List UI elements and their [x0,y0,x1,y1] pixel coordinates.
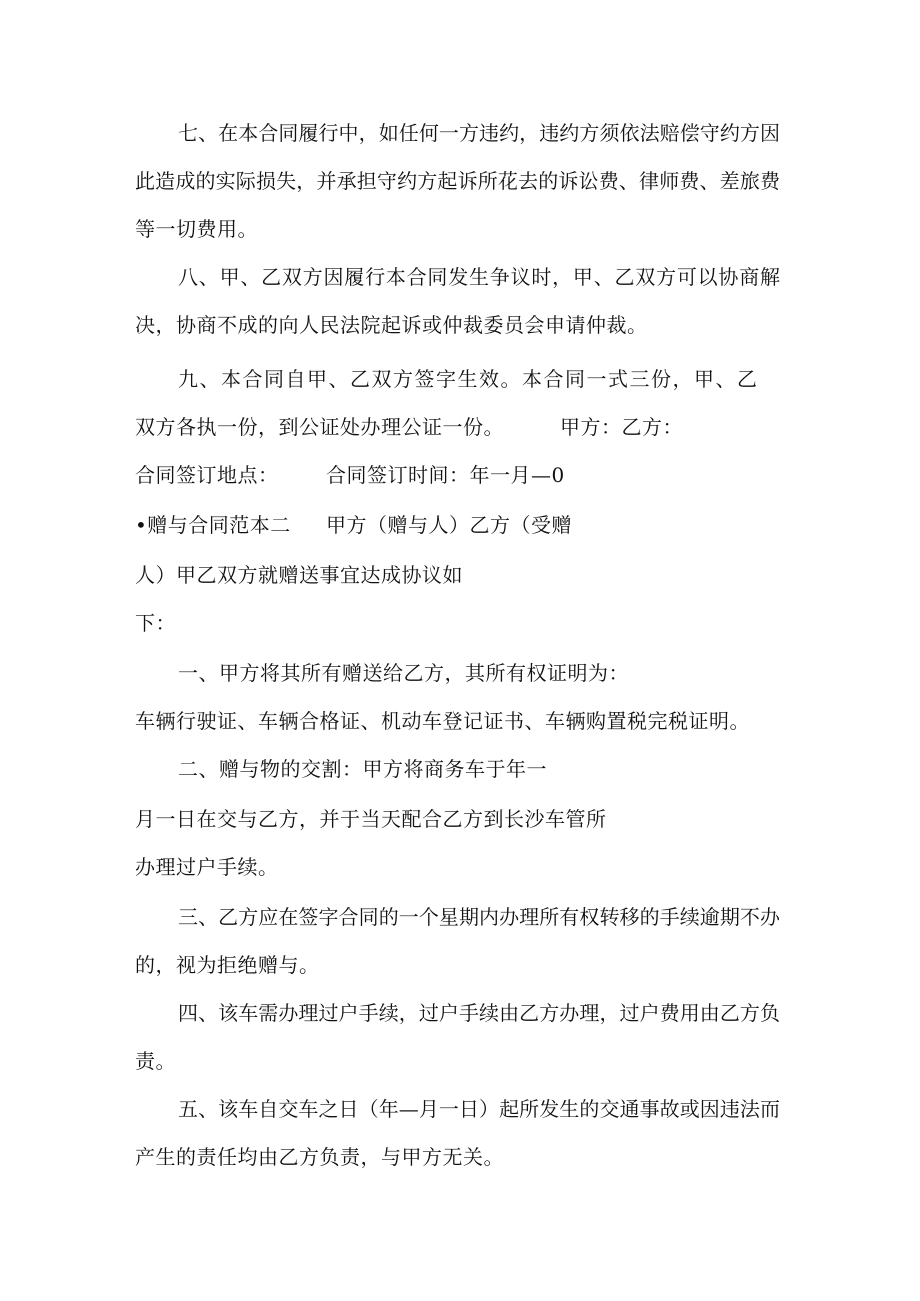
article-2-line-3: 办理过户手续。 [135,855,279,879]
article-2-line-1: 二、赠与物的交割：甲方将商务车于年一 [178,757,547,781]
clause-9-line-2: 双方各执一份，到公证处办理公证一份。 [135,415,504,439]
article-1-line-2: 车辆行驶证、车辆合格证、机动车登记证书、车辆购置税完税证明。 [135,709,750,733]
article-1-line-1: 一、甲方将其所有赠送给乙方，其所有权证明为： [178,661,629,685]
template-two-heading: •赠与合同范本二 [135,513,291,537]
signing-place-label: 合同签订地点： [135,463,279,487]
article-4-line-2: 责。 [135,1049,176,1073]
clause-7-line-3: 等一切费用。 [135,217,258,241]
parties-line-3: 下： [135,611,176,635]
article-5-line-2: 产生的责任均由乙方负责，与甲方无关。 [135,1145,504,1169]
clause-8-line-1: 八、甲、乙双方因履行本合同发生争议时，甲、乙双方可以协商解 [178,265,780,289]
article-5-line-1: 五、该车自交车之日（年—月一日）起所发生的交通事故或因违法而 [178,1097,780,1121]
clause-8-line-2: 决，协商不成的向人民法院起诉或仲裁委员会申请仲裁。 [135,313,648,337]
article-3-line-2: 的，视为拒绝赠与。 [135,953,320,977]
article-2-line-2: 月一日在交与乙方，并于当天配合乙方到长沙车管所 [135,807,607,831]
parties-line-2: 人）甲乙双方就赠送事宜达成协议如 [135,563,463,587]
signature-parties: 甲方：乙方： [560,415,683,439]
signing-time-label: 合同签订时间：年一月—0 [326,463,565,487]
clause-9-line-1: 九、本合同自甲、乙双方签字生效。本合同一式三份，甲、乙 [178,367,759,391]
article-3-line-1: 三、乙方应在签字合同的一个星期内办理所有权转移的手续逾期不办 [178,905,780,929]
parties-line-1: 甲方（赠与人）乙方（受赠 [326,513,572,537]
clause-7-line-2: 此造成的实际损失，并承担守约方起诉所花去的诉讼费、律师费、差旅费 [135,169,780,193]
article-4-line-1: 四、该车需办理过户手续，过户手续由乙方办理，过户费用由乙方负 [178,1001,780,1025]
clause-7-line-1: 七、在本合同履行中，如任何一方违约，违约方须依法赔偿守约方因 [178,121,780,145]
